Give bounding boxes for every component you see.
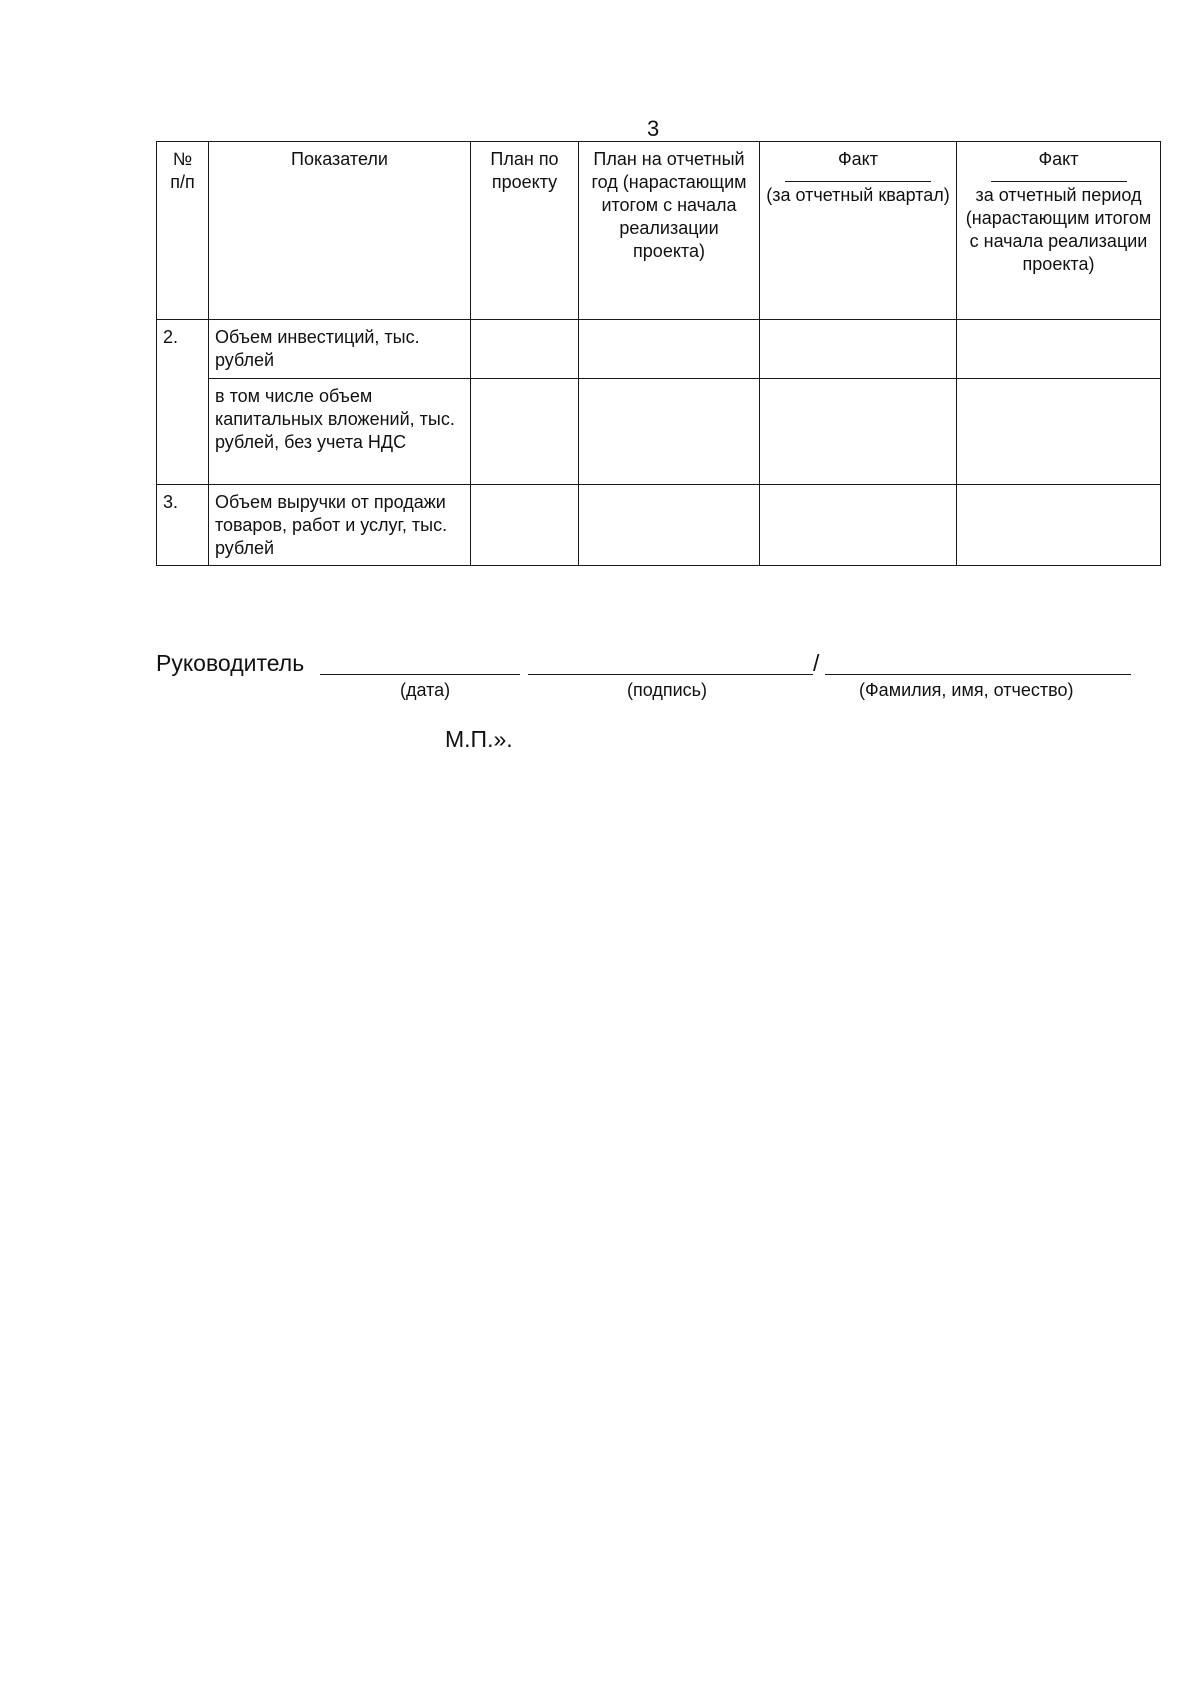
signature-line xyxy=(528,674,813,675)
date-line xyxy=(320,674,520,675)
row-label: Объем инвестиций, тыс. рублей xyxy=(209,320,471,379)
row-num: 2. xyxy=(157,320,209,485)
cell-plan-project xyxy=(471,485,579,566)
cell-fact-period xyxy=(957,320,1161,379)
header-plan-project: План по проекту xyxy=(471,142,579,320)
signature-caption: (подпись) xyxy=(627,680,708,700)
cell-fact-period xyxy=(957,379,1161,485)
table-row xyxy=(157,320,1161,379)
cell-fact-quarter xyxy=(760,320,957,379)
stamp-place: М.П.». xyxy=(445,726,513,752)
table-row xyxy=(157,485,1161,566)
header-indicators: Показатели xyxy=(209,142,471,320)
table-row xyxy=(157,379,1161,485)
row-num: 3. xyxy=(157,485,209,566)
cell-fact-quarter xyxy=(760,485,957,566)
header-fact-period xyxy=(957,142,1161,320)
cell-plan-project xyxy=(471,320,579,379)
cell-plan-year xyxy=(579,485,760,566)
cell-plan-year xyxy=(579,379,760,485)
fact-quarter-rule xyxy=(785,181,931,182)
signature-block xyxy=(156,649,1136,709)
report-table xyxy=(156,141,1161,566)
page-number: 3 xyxy=(647,116,660,141)
fact-period-sub: за отчетный период (нарастающим итогом с начала реализации проекта) xyxy=(965,185,1152,274)
signature-label: Руководитель xyxy=(156,650,305,676)
header-plan-year: План на отчетный год (нарастающим итогом с начала реализации проекта) xyxy=(579,142,760,320)
header-num: № п/п xyxy=(157,142,209,320)
row-label: Объем выручки от продажи товаров, работ и услуг, тыс. рублей xyxy=(209,485,471,566)
cell-plan-year xyxy=(579,320,760,379)
header-fact-quarter xyxy=(760,142,957,320)
signature-slash: / xyxy=(813,650,820,676)
row-label: в том числе объем капитальных вложений, тыс. рублей, без учета НДС xyxy=(209,379,471,485)
name-caption: (Фамилия, имя, отчество) xyxy=(859,680,1074,700)
cell-fact-period xyxy=(957,485,1161,566)
fact-quarter-title: Факт xyxy=(837,149,879,169)
cell-plan-project xyxy=(471,379,579,485)
table-header-row xyxy=(157,142,1161,320)
fact-period-rule xyxy=(991,181,1127,182)
name-line xyxy=(825,674,1131,675)
date-caption: (дата) xyxy=(400,680,451,700)
fact-quarter-sub: (за отчетный квартал) xyxy=(766,185,950,205)
fact-period-title: Факт xyxy=(1038,149,1079,169)
cell-fact-quarter xyxy=(760,379,957,485)
